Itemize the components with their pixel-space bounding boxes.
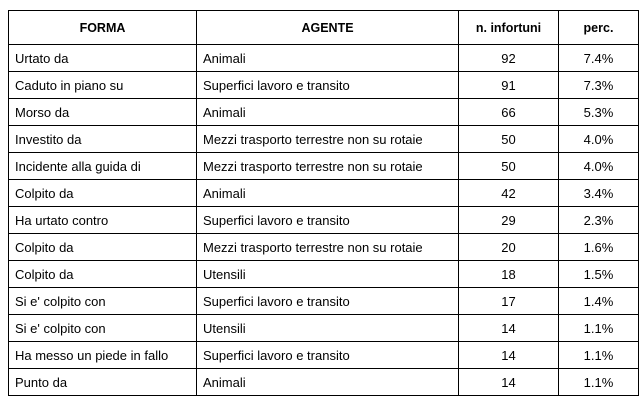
cell-forma: Incidente alla guida di (9, 153, 197, 180)
cell-agente: Animali (197, 99, 459, 126)
cell-agente: Mezzi trasporto terrestre non su rotaie (197, 234, 459, 261)
cell-forma: Si e' colpito con (9, 288, 197, 315)
cell-forma: Si e' colpito con (9, 315, 197, 342)
table-row (9, 99, 639, 126)
table-row (9, 207, 639, 234)
cell-num-infortuni: 50 (459, 126, 559, 153)
cell-forma: Investito da (9, 126, 197, 153)
header-num-infortuni: n. infortuni (459, 11, 559, 45)
table-row (9, 153, 639, 180)
table-row (9, 369, 639, 396)
cell-agente: Animali (197, 45, 459, 72)
cell-forma: Ha urtato contro (9, 207, 197, 234)
cell-num-infortuni: 14 (459, 315, 559, 342)
cell-forma: Caduto in piano su (9, 72, 197, 99)
cell-num-infortuni: 18 (459, 261, 559, 288)
table-row (9, 72, 639, 99)
cell-agente: Utensili (197, 261, 459, 288)
cell-perc: 2.3% (559, 207, 639, 234)
cell-perc: 1.1% (559, 369, 639, 396)
cell-forma: Punto da (9, 369, 197, 396)
table-row (9, 315, 639, 342)
cell-num-infortuni: 17 (459, 288, 559, 315)
cell-perc: 4.0% (559, 126, 639, 153)
table-row (9, 288, 639, 315)
cell-perc: 5.3% (559, 99, 639, 126)
cell-agente: Mezzi trasporto terrestre non su rotaie (197, 126, 459, 153)
cell-forma: Colpito da (9, 234, 197, 261)
table-header-row (9, 11, 639, 45)
cell-num-infortuni: 29 (459, 207, 559, 234)
cell-agente: Mezzi trasporto terrestre non su rotaie (197, 153, 459, 180)
cell-num-infortuni: 20 (459, 234, 559, 261)
cell-forma: Ha messo un piede in fallo (9, 342, 197, 369)
table-row (9, 261, 639, 288)
cell-num-infortuni: 42 (459, 180, 559, 207)
cell-agente: Utensili (197, 315, 459, 342)
cell-agente: Superfici lavoro e transito (197, 72, 459, 99)
cell-num-infortuni: 14 (459, 342, 559, 369)
cell-perc: 7.4% (559, 45, 639, 72)
cell-agente: Animali (197, 180, 459, 207)
table-row (9, 342, 639, 369)
cell-agente: Superfici lavoro e transito (197, 342, 459, 369)
table-row (9, 45, 639, 72)
cell-perc: 4.0% (559, 153, 639, 180)
cell-forma: Morso da (9, 99, 197, 126)
table-row (9, 180, 639, 207)
table-row (9, 234, 639, 261)
cell-forma: Colpito da (9, 180, 197, 207)
header-forma: FORMA (9, 11, 197, 45)
cell-perc: 1.6% (559, 234, 639, 261)
cell-num-infortuni: 66 (459, 99, 559, 126)
cell-perc: 1.1% (559, 315, 639, 342)
cell-perc: 1.4% (559, 288, 639, 315)
cell-num-infortuni: 91 (459, 72, 559, 99)
cell-perc: 7.3% (559, 72, 639, 99)
cell-forma: Colpito da (9, 261, 197, 288)
header-agente: AGENTE (197, 11, 459, 45)
cell-perc: 1.5% (559, 261, 639, 288)
header-perc: perc. (559, 11, 639, 45)
cell-forma: Urtato da (9, 45, 197, 72)
injury-table (8, 10, 639, 396)
cell-perc: 1.1% (559, 342, 639, 369)
cell-perc: 3.4% (559, 180, 639, 207)
cell-agente: Superfici lavoro e transito (197, 288, 459, 315)
cell-agente: Animali (197, 369, 459, 396)
cell-num-infortuni: 14 (459, 369, 559, 396)
cell-num-infortuni: 50 (459, 153, 559, 180)
cell-agente: Superfici lavoro e transito (197, 207, 459, 234)
cell-num-infortuni: 92 (459, 45, 559, 72)
table-row (9, 126, 639, 153)
